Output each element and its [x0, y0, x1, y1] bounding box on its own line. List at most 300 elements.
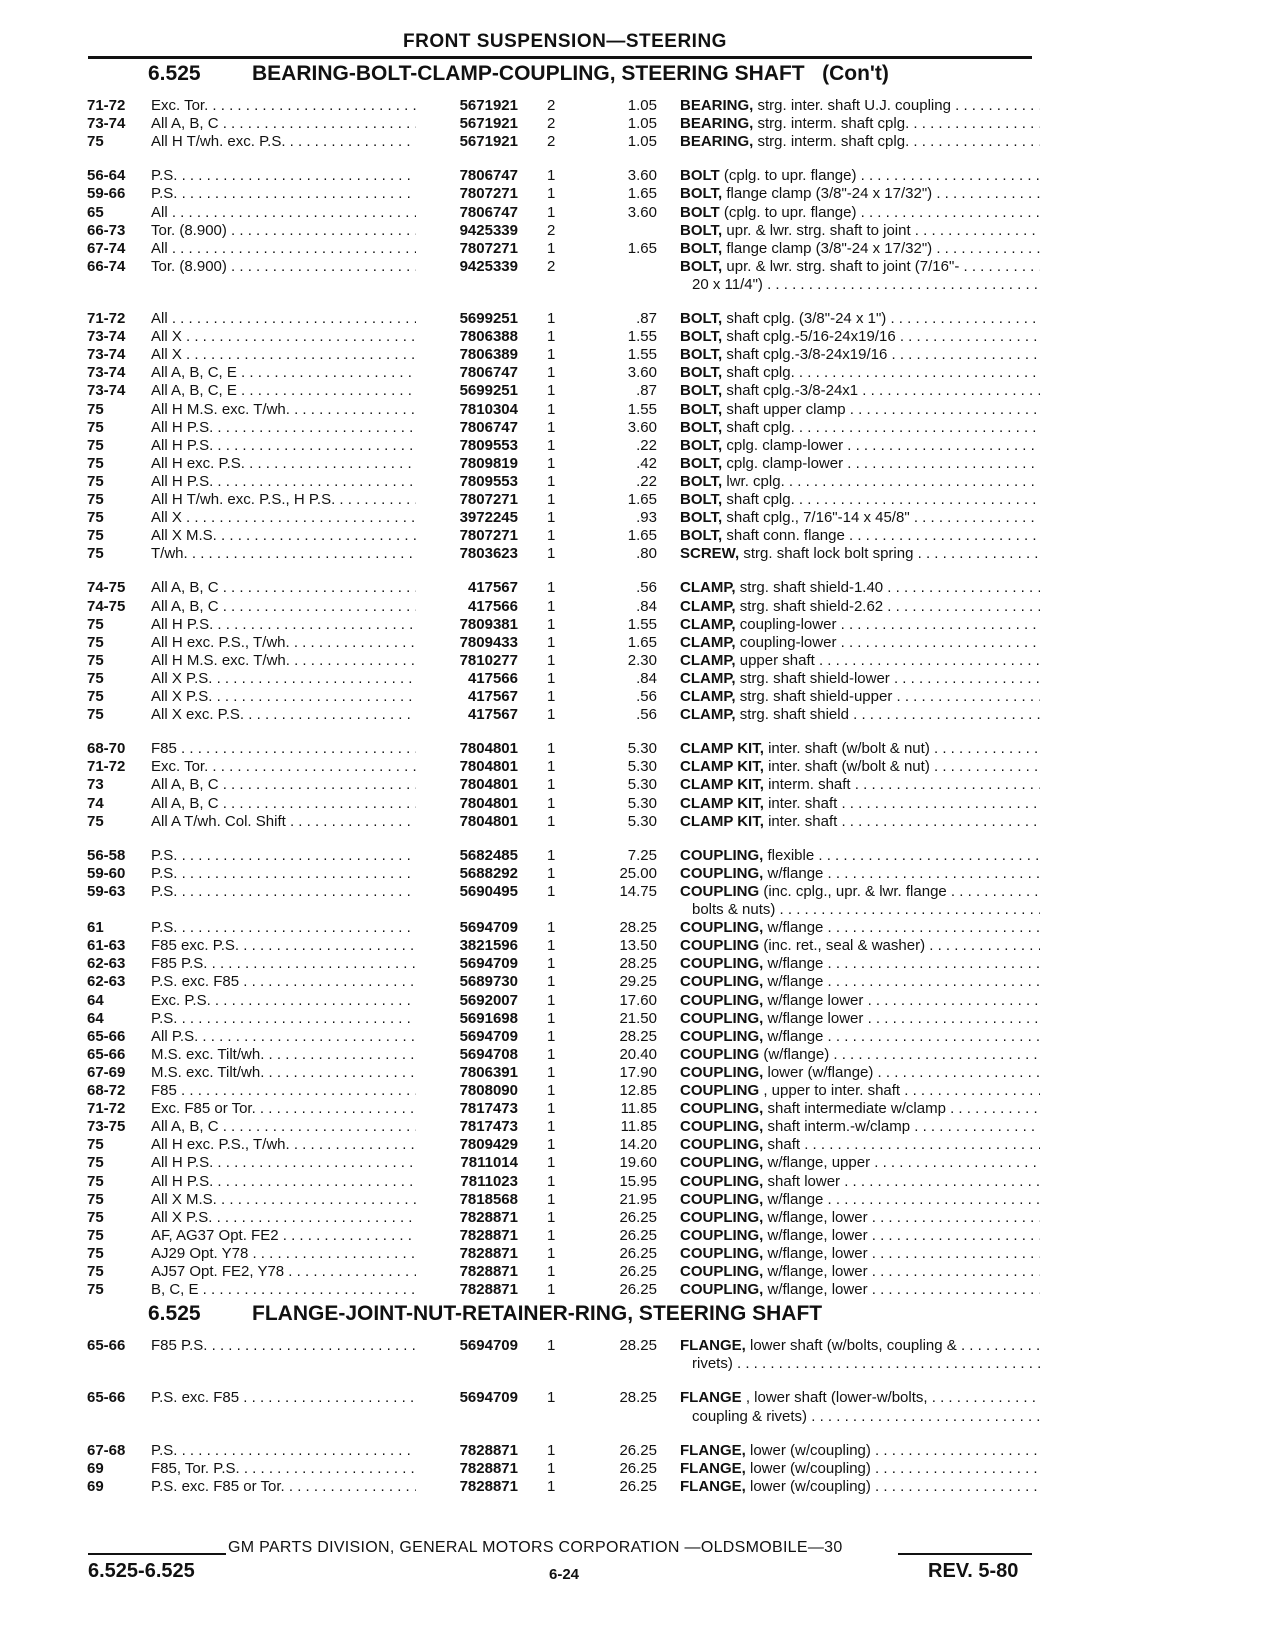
part-number: 7807271	[459, 491, 518, 508]
part-description	[680, 436, 1040, 455]
part-detail: strg. interm. shaft cplg.	[753, 133, 910, 151]
model-year: 73-74	[87, 364, 126, 382]
parts-row	[0, 309, 1280, 328]
part-detail: lower (w/flange)	[763, 1063, 874, 1081]
model-year: 71-72	[87, 1100, 126, 1118]
part-number: 5694709	[459, 1027, 518, 1045]
part-detail: shaft cplg.	[722, 364, 795, 382]
model-application: All H M.S. exc. T/wh. . . .	[151, 400, 416, 419]
part-name: CLAMP,	[680, 651, 736, 669]
part-name: COUPLING,	[680, 1244, 764, 1262]
model-year: 62-63	[87, 955, 126, 973]
part-name: CLAMP,	[680, 706, 736, 724]
price: 21.95	[619, 1190, 657, 1208]
part-description	[680, 1063, 1040, 1082]
part-detail: w/flange, lower	[763, 1281, 868, 1299]
model-year: 75	[87, 669, 104, 687]
quantity: 1	[547, 239, 556, 257]
price: 1.65	[627, 491, 657, 508]
quantity: 1	[547, 579, 556, 597]
quantity: 1	[547, 937, 556, 955]
parts-row	[0, 381, 1280, 400]
price: 11.85	[620, 1118, 657, 1136]
price: .42	[636, 454, 657, 472]
part-number: 5689730	[459, 973, 518, 991]
part-detail: coupling-lower	[735, 633, 837, 651]
part-name: COUPLING,	[680, 991, 764, 1009]
part-description	[680, 490, 1040, 509]
quantity: 1	[547, 633, 556, 651]
model-application: All H P.S. . . .	[151, 472, 416, 491]
part-number: 7809553	[459, 436, 518, 454]
model-application: P.S. exc. F85 or Tor. . . .	[151, 1477, 416, 1496]
parts-row	[0, 1459, 1280, 1478]
quantity: 1	[547, 545, 556, 563]
part-name: BOLT,	[680, 491, 723, 508]
part-detail: shaft conn. flange	[722, 527, 845, 545]
parts-row	[0, 257, 1280, 276]
quantity: 1	[547, 597, 556, 615]
part-description	[680, 1336, 1040, 1355]
model-year: 73-74	[87, 382, 126, 400]
model-application: All H exc. P.S. . . .	[151, 454, 416, 473]
part-number: 5694709	[459, 919, 518, 937]
part-name: COUPLING	[680, 882, 760, 900]
model-year: 65-66	[87, 1027, 126, 1045]
part-name: COUPLING,	[680, 1208, 764, 1226]
model-application: All H exc. P.S., T/wh. . . .	[151, 633, 416, 652]
quantity: 1	[547, 1027, 556, 1045]
model-application: All X P.S. . . .	[151, 687, 416, 706]
price: 5.30	[627, 758, 657, 776]
part-description	[680, 1081, 1040, 1100]
model-year: 75	[87, 545, 104, 563]
part-name: BOLT,	[680, 509, 723, 527]
part-description	[680, 597, 1040, 616]
parts-row	[0, 1117, 1280, 1136]
part-detail: inter. shaft (w/bolt & nut)	[763, 740, 930, 758]
model-year: 75	[87, 615, 104, 633]
model-application: All X exc. P.S. . . .	[151, 705, 416, 724]
part-number: 417567	[467, 579, 518, 597]
quantity: 1	[547, 1045, 556, 1063]
model-application: All A, B, C . . .	[151, 1117, 416, 1136]
model-year: 75	[87, 1172, 104, 1190]
part-name: CLAMP KIT,	[680, 758, 764, 776]
price: 17.60	[619, 991, 657, 1009]
part-detail: w/flange, lower	[763, 1208, 868, 1226]
part-number: 417566	[467, 669, 518, 687]
parts-row	[0, 472, 1280, 491]
quantity: 1	[547, 436, 556, 454]
part-detail: lower (w/coupling)	[745, 1459, 871, 1477]
quantity: 1	[547, 1281, 556, 1299]
part-number: 5688292	[459, 864, 518, 882]
part-name: COUPLING,	[680, 1190, 764, 1208]
parts-row	[0, 1208, 1280, 1227]
part-name: COUPLING,	[680, 1063, 764, 1081]
part-detail: shaft cplg.-5/16-24x19/16	[722, 328, 896, 346]
part-detail: strg. shaft lock bolt spring	[739, 545, 914, 563]
part-number: 7809819	[459, 454, 518, 472]
part-description	[680, 1135, 1040, 1154]
part-detail: inter. shaft	[763, 794, 838, 812]
part-description	[680, 1027, 1040, 1046]
model-application: Exc. Tor. . . .	[151, 96, 416, 115]
part-number: 3821596	[459, 937, 518, 955]
part-name: COUPLING,	[680, 1009, 764, 1027]
quantity: 2	[547, 115, 556, 133]
part-number: 7806389	[459, 346, 518, 364]
quantity: 1	[547, 509, 556, 527]
part-name: BOLT,	[680, 382, 723, 400]
part-description	[680, 812, 1040, 831]
price: 25.00	[619, 864, 657, 882]
model-application: All X . . .	[151, 508, 416, 527]
quantity: 1	[547, 400, 556, 418]
model-year: 75	[87, 1136, 104, 1154]
parts-row	[0, 1063, 1280, 1082]
part-detail: shaft cplg.	[722, 491, 795, 508]
part-detail: strg. shaft shield-lower	[735, 669, 890, 687]
price: 26.25	[619, 1226, 657, 1244]
parts-row	[0, 1190, 1280, 1209]
model-application: All X M.S. . . .	[151, 1190, 416, 1209]
part-number: 7807271	[459, 185, 518, 203]
model-year: 75	[87, 706, 104, 724]
price: 1.55	[627, 328, 657, 346]
price: 26.25	[619, 1441, 657, 1459]
price: 26.25	[619, 1281, 657, 1299]
part-detail: lwr. cplg.	[722, 472, 785, 490]
model-year: 75	[87, 527, 104, 545]
model-application: Exc. F85 or Tor. . . .	[151, 1099, 416, 1118]
price: .87	[636, 382, 657, 400]
model-application: P.S. . . .	[151, 882, 416, 901]
quantity: 1	[547, 1009, 556, 1027]
part-detail: (inc. cplg., upr. & lwr. flange	[759, 882, 947, 900]
footer-rule-right	[898, 1553, 1032, 1555]
parts-row	[0, 184, 1280, 203]
part-description	[680, 203, 1040, 222]
part-detail: shaft intermediate w/clamp	[763, 1100, 946, 1118]
footer-corporation: GM PARTS DIVISION, GENERAL MOTORS CORPORATION —OLDSMOBILE—30	[228, 1539, 843, 1556]
part-description	[680, 1190, 1040, 1209]
part-detail: flange clamp (3/8"-24 x 17/32")	[722, 185, 933, 203]
part-description	[680, 1208, 1040, 1227]
price: .84	[636, 597, 657, 615]
part-description	[680, 864, 1040, 883]
part-description	[680, 472, 1040, 491]
part-description	[680, 1009, 1040, 1028]
model-year: 75	[87, 400, 104, 418]
model-year: 75	[87, 1263, 104, 1280]
price: 26.25	[619, 1459, 657, 1477]
model-year: 75	[87, 1226, 104, 1244]
parts-row	[0, 705, 1280, 724]
part-name: COUPLING,	[680, 919, 764, 937]
part-number: 5671921	[459, 133, 518, 151]
model-application: F85 P.S. . . .	[151, 1336, 416, 1355]
part-description-continued: 20 x 11/4") . . .	[692, 275, 1040, 294]
section-title	[148, 1302, 822, 1326]
part-description	[680, 544, 1040, 563]
price: 15.95	[619, 1172, 657, 1190]
quantity: 1	[547, 346, 556, 364]
price: 1.05	[627, 133, 657, 151]
model-year: 75	[87, 1154, 104, 1172]
model-year: 75	[87, 454, 104, 472]
part-description	[680, 526, 1040, 545]
part-description	[680, 1153, 1040, 1172]
parts-row	[0, 508, 1280, 527]
quantity: 1	[547, 1154, 556, 1172]
part-detail: w/flange, lower	[763, 1244, 868, 1262]
part-name: BOLT,	[680, 400, 723, 418]
part-number: 5691698	[459, 1009, 518, 1027]
quantity: 1	[547, 1441, 556, 1459]
part-description	[680, 1459, 1040, 1478]
parts-row	[0, 757, 1280, 776]
part-description	[680, 327, 1040, 346]
part-description	[680, 1172, 1040, 1191]
part-name: FLANGE,	[680, 1441, 746, 1459]
model-application: All H P.S. . . .	[151, 418, 416, 437]
model-application: All A, B, C, E . . .	[151, 363, 416, 382]
part-description	[680, 1117, 1040, 1136]
price: 28.25	[619, 1337, 657, 1355]
page-title: FRONT SUSPENSION—STEERING	[403, 31, 727, 52]
price: .56	[636, 706, 657, 724]
parts-row	[0, 1027, 1280, 1046]
parts-row	[0, 972, 1280, 991]
part-name: FLANGE	[680, 1389, 742, 1407]
part-detail: (cplg. to upr. flange)	[719, 167, 857, 185]
parts-row	[0, 864, 1280, 883]
part-name: BEARING,	[680, 133, 754, 151]
part-description	[680, 239, 1040, 258]
part-name: COUPLING,	[680, 1118, 764, 1136]
model-year: 67-69	[87, 1063, 126, 1081]
model-year: 56-64	[87, 167, 126, 185]
part-name: COUPLING,	[680, 846, 764, 864]
part-detail: w/flange lower	[763, 991, 864, 1009]
part-detail: w/flange	[763, 1027, 824, 1045]
part-detail: , upper to inter. shaft	[759, 1082, 901, 1099]
price: 1.65	[627, 239, 657, 257]
price: 26.25	[619, 1244, 657, 1262]
model-year: 73-74	[87, 346, 126, 364]
part-description	[680, 578, 1040, 597]
part-description	[680, 508, 1040, 527]
price: 3.60	[627, 167, 657, 185]
parts-row	[0, 794, 1280, 813]
model-application: F85 . . .	[151, 739, 416, 758]
part-name: BOLT	[680, 203, 720, 221]
part-description	[680, 918, 1040, 937]
model-year: 75	[87, 436, 104, 454]
parts-row	[0, 1262, 1280, 1281]
parts-row	[0, 633, 1280, 652]
model-application: AF, AG37 Opt. FE2 . . .	[151, 1226, 416, 1245]
model-year: 59-63	[87, 882, 126, 900]
part-number: 5694708	[459, 1045, 518, 1063]
model-year: 75	[87, 812, 104, 830]
price: 17.90	[619, 1063, 657, 1081]
parts-row	[0, 454, 1280, 473]
model-year: 61	[87, 919, 104, 937]
part-detail: cplg. clamp-lower	[722, 436, 844, 454]
part-number: 7806747	[459, 418, 518, 436]
part-detail: inter. shaft	[763, 812, 838, 830]
part-detail: strg. interm. shaft cplg.	[753, 115, 910, 133]
model-application: P.S. . . .	[151, 184, 416, 203]
model-year: 75	[87, 651, 104, 669]
part-number: 7809381	[459, 615, 518, 633]
part-number: 7809429	[459, 1136, 518, 1154]
part-description	[680, 615, 1040, 634]
model-application: P.S. . . .	[151, 166, 416, 185]
price: 1.55	[627, 400, 657, 418]
part-number: 7818568	[459, 1190, 518, 1208]
part-name: COUPLING,	[680, 1154, 764, 1172]
model-application: Tor. (8.900) . . .	[151, 221, 416, 240]
part-name: COUPLING,	[680, 1263, 764, 1280]
model-year: 59-66	[87, 185, 126, 203]
price: 1.55	[627, 615, 657, 633]
model-year: 59-60	[87, 864, 126, 882]
footer-section-range: 6.525-6.525	[88, 1560, 195, 1582]
part-description	[680, 1262, 1040, 1281]
model-year: 75	[87, 1190, 104, 1208]
parts-row	[0, 1099, 1280, 1118]
part-name: COUPLING,	[680, 864, 764, 882]
price: 5.30	[627, 776, 657, 794]
quantity: 1	[547, 382, 556, 400]
model-application: P.S. . . .	[151, 918, 416, 937]
price: .84	[636, 669, 657, 687]
part-description	[680, 775, 1040, 794]
part-description	[680, 846, 1040, 865]
quantity: 1	[547, 527, 556, 545]
model-application: All P.S. . . .	[151, 1027, 416, 1046]
part-name: BEARING,	[680, 97, 754, 114]
part-description	[680, 1099, 1040, 1118]
parts-row	[0, 526, 1280, 545]
parts-row	[0, 544, 1280, 563]
part-name: FLANGE,	[680, 1459, 746, 1477]
price: 3.60	[627, 203, 657, 221]
part-detail: w/flange	[763, 955, 824, 973]
model-application: All H P.S. . . .	[151, 1172, 416, 1191]
part-detail: shaft cplg.	[722, 418, 795, 436]
quantity: 1	[547, 706, 556, 724]
quantity: 1	[547, 688, 556, 705]
parts-row	[0, 363, 1280, 382]
price: 28.25	[619, 1027, 657, 1045]
parts-row	[0, 1081, 1280, 1100]
part-description	[680, 345, 1040, 364]
model-application: All A, B, C . . .	[151, 775, 416, 794]
quantity: 1	[547, 491, 556, 508]
model-application: All H P.S. . . .	[151, 1153, 416, 1172]
part-number: 9425339	[459, 257, 518, 275]
part-number: 417566	[467, 597, 518, 615]
model-year: 65-66	[87, 1337, 126, 1355]
parts-row	[0, 1045, 1280, 1064]
parts-row	[0, 991, 1280, 1010]
part-name: COUPLING,	[680, 1281, 764, 1299]
parts-row	[0, 918, 1280, 937]
part-number: 7810304	[459, 400, 518, 418]
model-year: 71-72	[87, 97, 126, 114]
model-year: 75	[87, 633, 104, 651]
parts-row	[0, 1336, 1280, 1355]
model-application: All X P.S. . . .	[151, 1208, 416, 1227]
part-number: 7828871	[459, 1459, 518, 1477]
part-name: COUPLING,	[680, 1172, 764, 1190]
parts-row	[0, 615, 1280, 634]
parts-row	[0, 775, 1280, 794]
part-detail: upr. & lwr. strg. shaft to joint (7/16"-	[722, 257, 960, 275]
model-application: M.S. exc. Tilt/wh. . . .	[151, 1063, 416, 1082]
quantity: 1	[547, 454, 556, 472]
part-description	[680, 381, 1040, 400]
price: 28.25	[619, 919, 657, 937]
part-detail: cplg. clamp-lower	[722, 454, 844, 472]
part-description	[680, 687, 1040, 706]
part-description	[680, 309, 1040, 328]
quantity: 1	[547, 740, 556, 758]
parts-row	[0, 345, 1280, 364]
part-name: BOLT,	[680, 454, 723, 472]
part-detail: strg. shaft shield-2.62	[735, 597, 884, 615]
part-number: 7828871	[459, 1244, 518, 1262]
model-year: 75	[87, 1244, 104, 1262]
quantity: 1	[547, 1190, 556, 1208]
model-application: Exc. P.S. . . .	[151, 991, 416, 1010]
part-description	[680, 705, 1040, 724]
model-year: 65-66	[87, 1389, 126, 1407]
part-detail: shaft upper clamp	[722, 400, 846, 418]
part-detail: shaft cplg., 7/16"-14 x 45/8"	[722, 509, 910, 527]
part-detail: w/flange, upper	[763, 1154, 871, 1172]
part-number: 9425339	[459, 221, 518, 239]
part-detail: shaft cplg. (3/8"-24 x 1")	[722, 310, 887, 327]
part-detail: shaft lower	[763, 1172, 841, 1190]
part-detail: strg. shaft shield	[735, 706, 849, 724]
parts-row	[0, 132, 1280, 151]
quantity: 2	[547, 221, 556, 239]
model-application: All H M.S. exc. T/wh. . . .	[151, 651, 416, 670]
section-heading: BEARING-BOLT-CLAMP-COUPLING, STEERING SHAFT (Con't)	[252, 62, 889, 85]
part-number: 5671921	[459, 115, 518, 133]
model-application: All X P.S. . . .	[151, 669, 416, 688]
part-name: COUPLING,	[680, 1136, 764, 1154]
part-detail: shaft cplg.-3/8-24x19/16	[722, 346, 888, 364]
section-title	[148, 62, 889, 86]
quantity: 2	[547, 97, 556, 114]
parts-row	[0, 400, 1280, 419]
quantity: 1	[547, 418, 556, 436]
part-description	[680, 1244, 1040, 1263]
quantity: 1	[547, 846, 556, 864]
model-application: All H T/wh. exc. P.S., H P.S. . . .	[151, 490, 416, 509]
price: .80	[636, 545, 657, 563]
part-detail: lower (w/coupling)	[745, 1477, 871, 1495]
parts-row	[0, 114, 1280, 133]
part-number: 7806747	[459, 167, 518, 185]
